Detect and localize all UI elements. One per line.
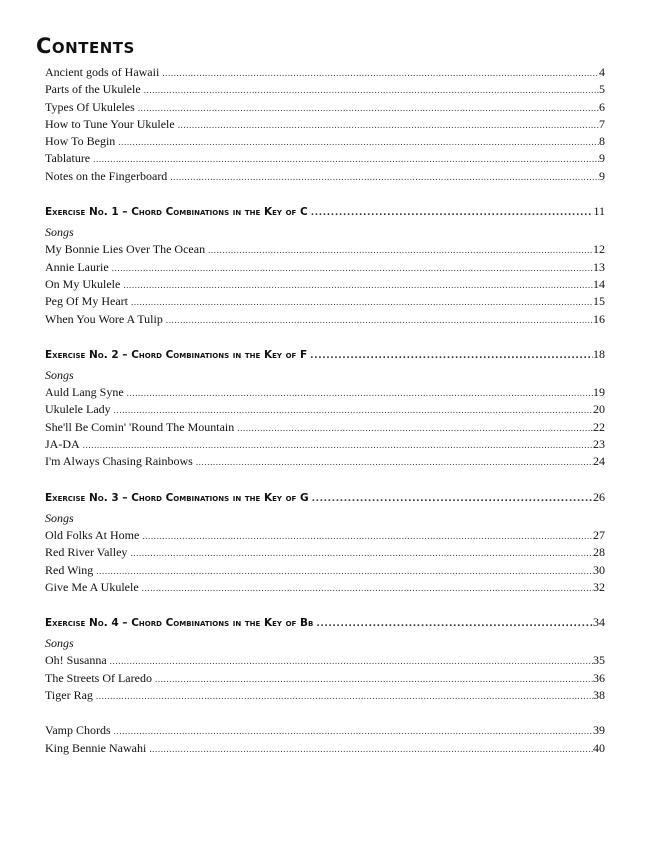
toc-page-number: 11	[593, 204, 605, 219]
dot-leader	[155, 671, 593, 688]
dot-leader	[118, 134, 599, 151]
toc-page-number: 12	[593, 242, 605, 257]
toc-entry-title: Give Me A Ukulele	[45, 579, 139, 594]
toc-page-number: 32	[593, 579, 605, 594]
toc-entry[interactable]	[45, 401, 605, 418]
toc-entry-title: Exercise No. 1 – Chord Combinations in the Key of C	[45, 206, 308, 219]
toc-entry[interactable]	[45, 562, 605, 579]
toc-entry-title: How to Tune Your Ukulele	[45, 116, 175, 131]
toc-page-number: 27	[593, 527, 605, 542]
toc-page-number: 28	[593, 545, 605, 560]
toc-entry[interactable]	[45, 740, 605, 757]
toc-entry-title: Vamp Chords	[45, 723, 111, 738]
toc-entry-title: Red River Valley	[45, 545, 128, 560]
exercise-group	[45, 614, 605, 704]
toc-section-heading[interactable]	[45, 614, 605, 631]
toc-entry-title: Exercise No. 2 – Chord Combinations in the Key of F	[45, 348, 308, 361]
toc-page-number: 24	[593, 454, 605, 469]
toc-entry-title: Annie Laurie	[45, 259, 109, 274]
exercises-section	[45, 203, 605, 704]
toc-entry[interactable]	[45, 436, 605, 453]
dot-leader	[114, 402, 593, 419]
toc-entry-title: Ukulele Lady	[45, 402, 111, 417]
dot-leader	[196, 454, 593, 471]
toc-page-number: 23	[593, 437, 605, 452]
exercise-group	[45, 489, 605, 596]
songs-subheading: Songs	[45, 636, 74, 651]
toc-section-heading[interactable]	[45, 346, 605, 363]
dot-leader	[127, 385, 593, 402]
toc-entry-title: Old Folks At Home	[45, 527, 140, 542]
dot-leader	[237, 420, 593, 437]
dot-leader	[96, 688, 593, 705]
toc-page-number: 9	[599, 168, 605, 183]
dot-leader	[312, 491, 593, 508]
exercise-group	[45, 346, 605, 471]
toc-section-heading[interactable]	[45, 203, 605, 220]
appendix-section	[45, 722, 605, 757]
toc-page-number: 22	[593, 419, 605, 434]
dot-leader	[166, 312, 593, 329]
dot-leader	[142, 580, 593, 597]
toc-entry[interactable]	[45, 259, 605, 276]
toc-entry-title: How To Begin	[45, 134, 116, 149]
toc-page-number: 13	[593, 259, 605, 274]
toc-entry-title: Ancient gods of Hawaii	[45, 65, 160, 79]
dot-leader	[178, 117, 599, 134]
dot-leader	[144, 82, 599, 99]
toc-page-number: 15	[593, 294, 605, 309]
toc-entry-title: Auld Lang Syne	[45, 385, 124, 400]
dot-leader	[123, 277, 593, 294]
toc-entry[interactable]	[45, 133, 605, 150]
songs-subheading: Songs	[45, 510, 74, 525]
toc-page-number: 20	[593, 402, 605, 417]
toc-entry-title: When You Wore A Tulip	[45, 311, 163, 326]
toc-entry[interactable]	[45, 241, 605, 258]
contents-page	[36, 32, 605, 757]
toc-entry[interactable]	[45, 311, 605, 328]
toc-entry[interactable]	[45, 150, 605, 167]
toc-entry-title: Tiger Rag	[45, 688, 93, 703]
dot-leader	[93, 151, 599, 168]
songs-subheading: Songs	[45, 368, 74, 383]
toc-entry[interactable]	[45, 687, 605, 704]
dot-leader	[83, 437, 593, 454]
toc-entry[interactable]	[45, 670, 605, 687]
toc-entry[interactable]	[45, 453, 605, 470]
toc-entry[interactable]	[45, 419, 605, 436]
dot-leader	[162, 65, 599, 82]
dot-leader	[130, 545, 593, 562]
page-title: Contents	[36, 34, 135, 58]
toc-page-number: 36	[593, 670, 605, 685]
dot-leader	[310, 348, 593, 365]
dot-leader	[142, 528, 593, 545]
dot-leader	[112, 260, 593, 277]
toc-page-number: 19	[593, 385, 605, 400]
toc-entry-title: Red Wing	[45, 562, 94, 577]
toc-entry-title: King Bennie Nawahi	[45, 740, 147, 755]
toc-entry[interactable]	[45, 99, 605, 116]
toc-entry[interactable]	[45, 168, 605, 185]
toc-page-number: 8	[599, 134, 605, 149]
toc-entry[interactable]	[45, 384, 605, 401]
toc-page-number: 26	[593, 489, 605, 504]
dot-leader	[170, 169, 599, 186]
toc-page-number: 7	[599, 116, 605, 131]
toc-entry[interactable]	[45, 64, 605, 81]
toc-page-number: 35	[593, 653, 605, 668]
toc-page-number: 4	[599, 65, 605, 79]
intro-section	[45, 64, 605, 185]
toc-entry[interactable]	[45, 293, 605, 310]
dot-leader	[114, 723, 593, 740]
songs-subheading: Songs	[45, 225, 74, 240]
toc-page-number: 5	[599, 82, 605, 97]
toc-entry[interactable]	[45, 722, 605, 739]
dot-leader	[208, 242, 593, 259]
dot-leader	[316, 616, 593, 633]
toc-entry-title: Tablature	[45, 151, 91, 166]
toc-entry-title: Exercise No. 4 – Chord Combinations in the Key of Bb	[45, 617, 314, 630]
toc-entry[interactable]	[45, 544, 605, 561]
toc-page-number: 38	[593, 688, 605, 703]
toc-entry-title: Types Of Ukuleles	[45, 99, 135, 114]
exercise-group	[45, 203, 605, 328]
dot-leader	[131, 294, 593, 311]
toc-entry-title: Oh! Susanna	[45, 653, 107, 668]
toc-page-number: 18	[593, 346, 605, 361]
toc-page-number: 9	[599, 151, 605, 166]
dot-leader	[149, 741, 593, 758]
toc-entry[interactable]	[45, 276, 605, 293]
toc-entry-title: The Streets Of Laredo	[45, 670, 152, 685]
toc-page-number: 30	[593, 562, 605, 577]
toc-page-number: 14	[593, 276, 605, 291]
toc-entry[interactable]	[45, 81, 605, 98]
toc-entry-title: My Bonnie Lies Over The Ocean	[45, 242, 206, 257]
toc-entry-title: Peg Of My Heart	[45, 294, 128, 309]
dot-leader	[110, 653, 593, 670]
toc-entry-title: JA-DA	[45, 437, 80, 452]
toc-entry-title: I'm Always Chasing Rainbows	[45, 454, 193, 469]
toc-entry[interactable]	[45, 116, 605, 133]
toc-entry[interactable]	[45, 652, 605, 669]
toc-entry-title: Parts of the Ukulele	[45, 82, 141, 97]
dot-leader	[311, 205, 594, 222]
dot-leader	[96, 563, 593, 580]
toc-entry-title: She'll Be Comin' 'Round The Mountain	[45, 419, 235, 434]
toc-page-number: 34	[593, 615, 605, 630]
toc-entry-title: Notes on the Fingerboard	[45, 168, 168, 183]
toc-entry[interactable]	[45, 527, 605, 544]
toc-entry[interactable]	[45, 579, 605, 596]
toc-entry-title: On My Ukulele	[45, 276, 121, 291]
toc-page-number: 6	[599, 99, 605, 114]
dot-leader	[138, 100, 599, 117]
toc-entry-title: Exercise No. 3 – Chord Combinations in the Key of G	[45, 491, 309, 504]
toc-section-heading[interactable]	[45, 489, 605, 506]
toc-page-number: 16	[593, 311, 605, 326]
toc-page-number: 39	[593, 723, 605, 738]
toc-page-number: 40	[593, 740, 605, 755]
